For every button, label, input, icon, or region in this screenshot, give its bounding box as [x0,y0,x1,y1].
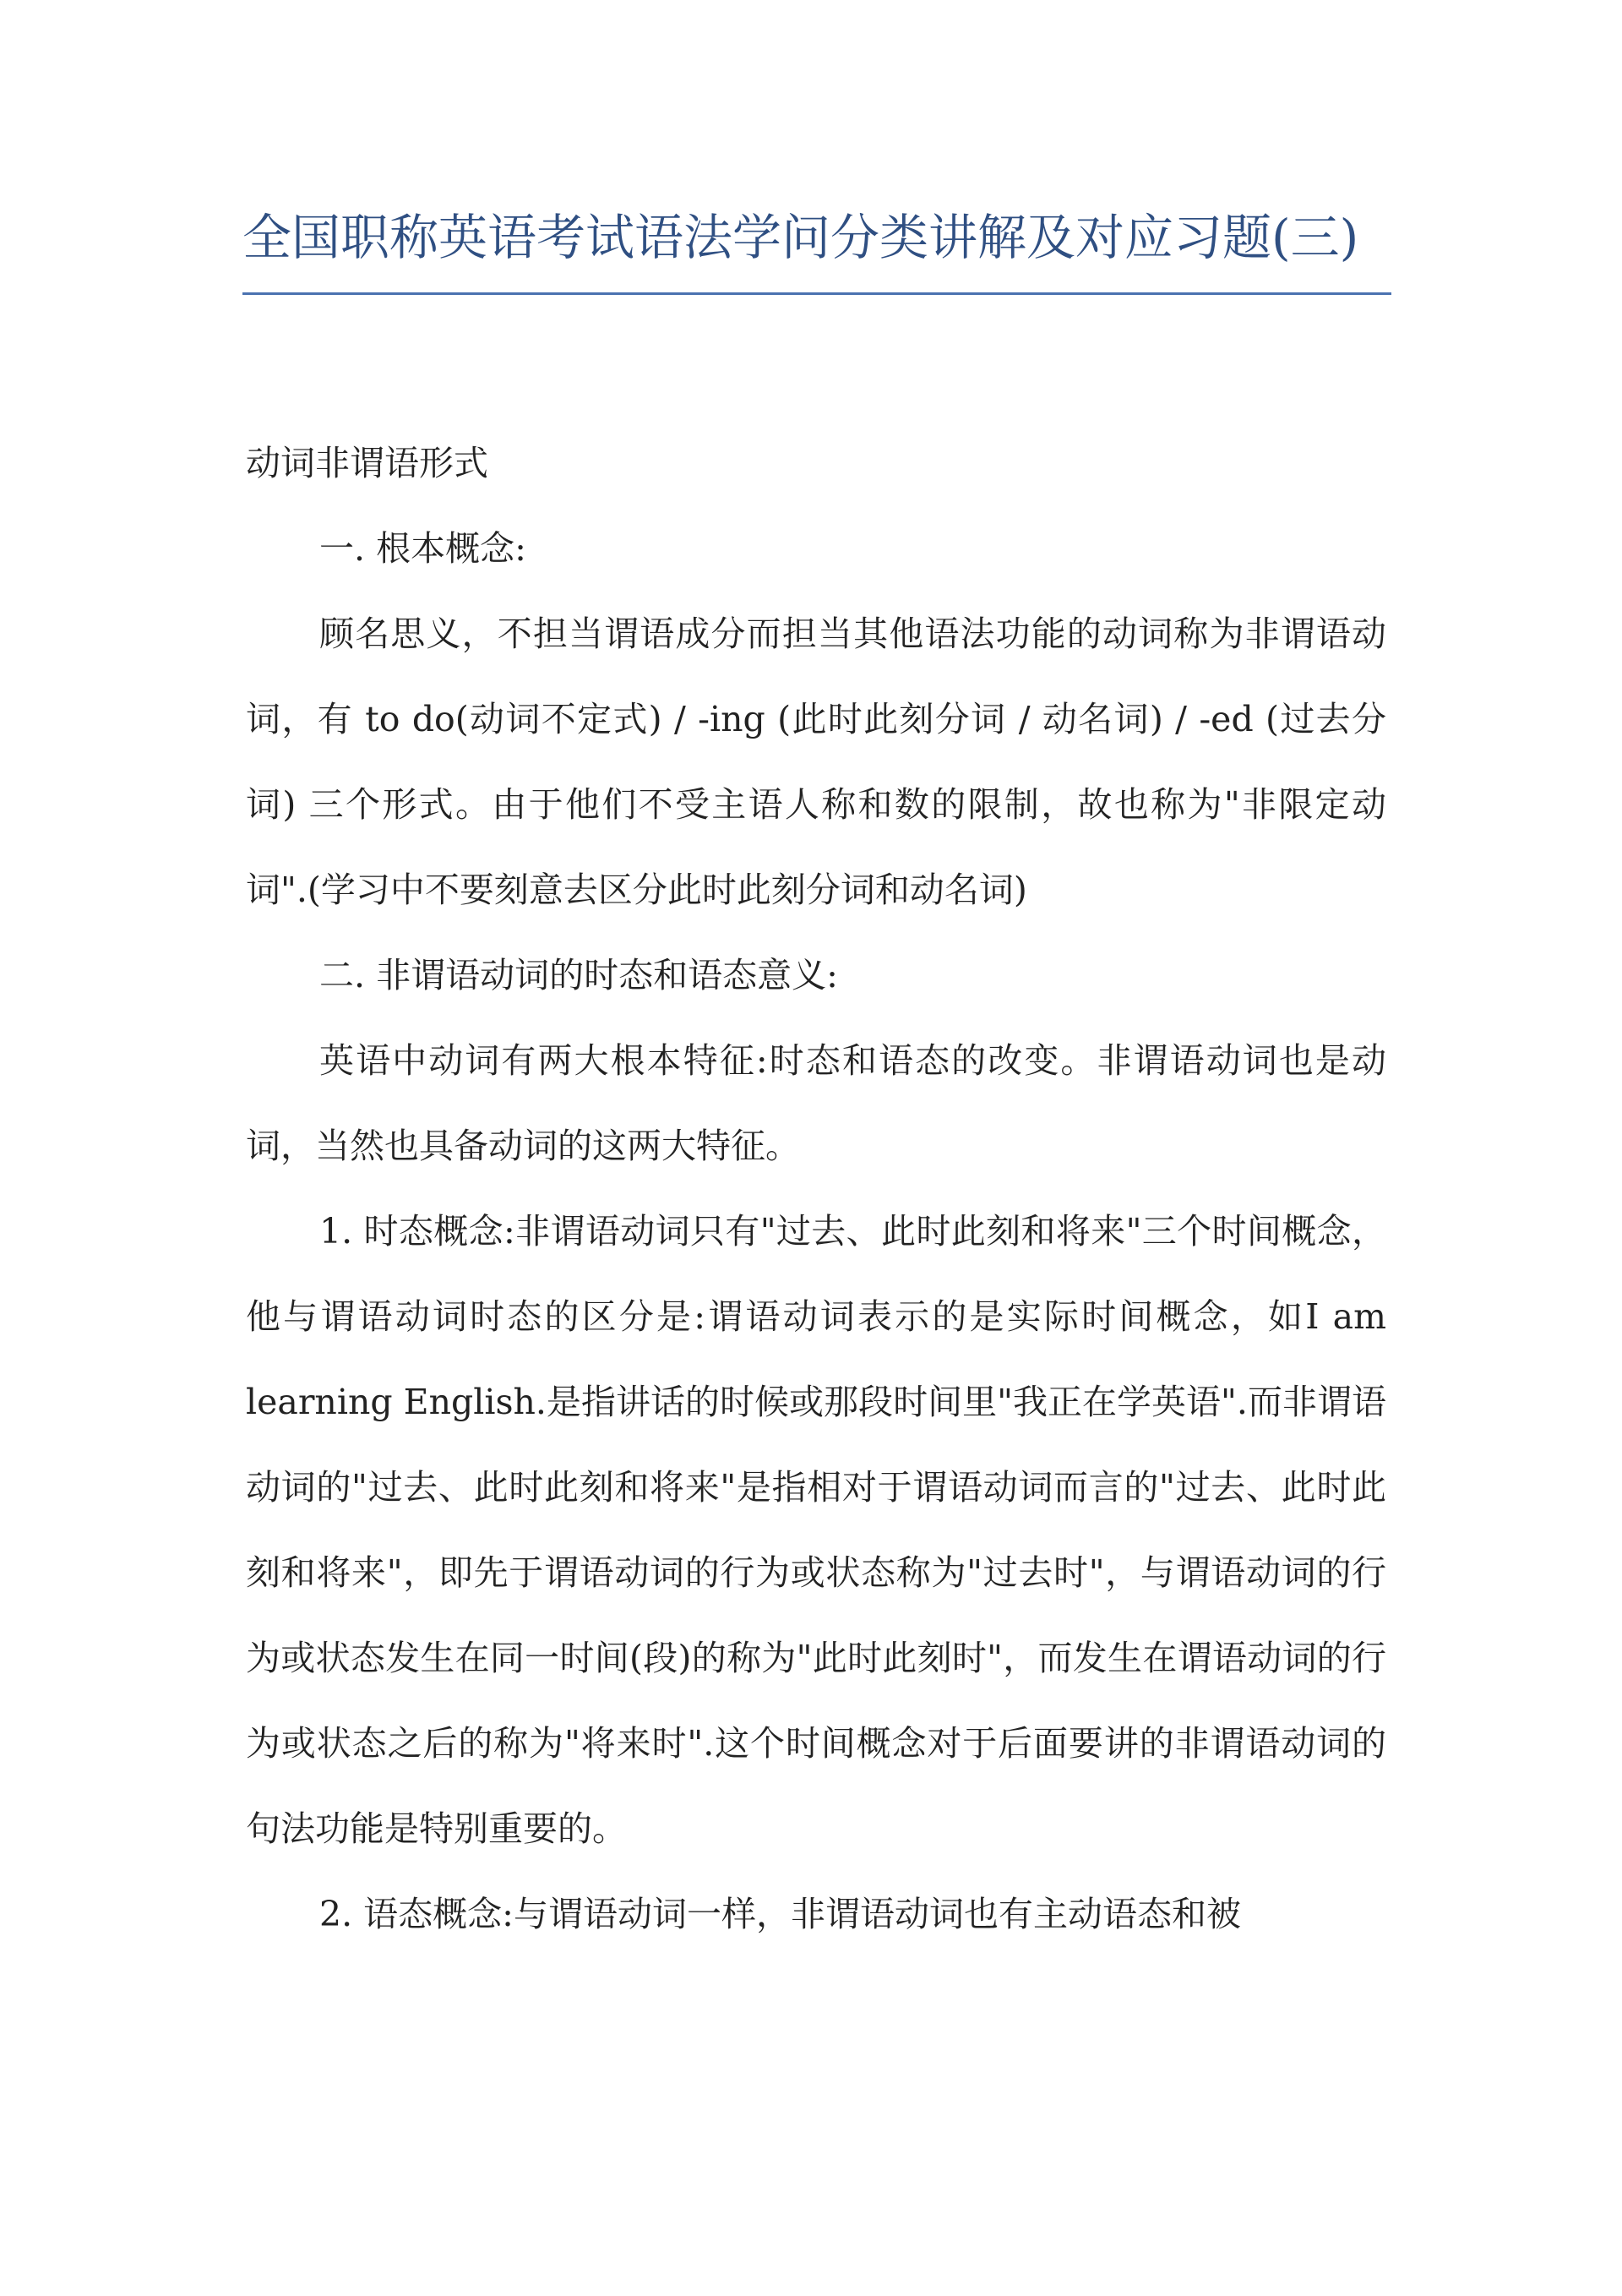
section-heading: 动词非谓语形式 [246,443,488,483]
page-title: 全国职称英语考试语法学问分类讲解及对应习题(三) [242,209,1359,266]
paragraph: 英语中动词有两大根本特征:时态和语态的改变。非谓语动词也是动词，当然也具备动词的这两大特征。 [246,1040,1386,1166]
paragraph: 顾名思义，不担当谓语成分而担当其他语法功能的动词称为非谓语动词，有 to do(动词不定式) / -ing (此时此刻分词 / 动名词) / -ed (过去分词) 三个形式。由于他们不受主语人称和数的限制，故也称为"非限定动词".(学习中不要刻意去区分此时此刻分词和动名词) [246,614,1386,910]
paragraph: 一. 根本概念: [319,528,526,569]
paragraph: 2. 语态概念:与谓语动词一样，非谓语动词也有主动语态和被 [319,1894,1241,1934]
paragraph: 1. 时态概念:非谓语动词只有"过去、此时此刻和将来"三个时间概念，他与谓语动词时态的区分是:谓语动词表示的是实际时间概念，如I am learning English.是指讲话的时候或那段时间里"我正在学英语".而非谓语动词的"过去、此时此刻和将来"是指相对于谓语动词而言的"过去、此时此刻和将来"，即先于谓语动词的行为或状态称为"过去时"，与谓语动词的行为或状态发生在同一时间(段)的称为"此时此刻时"，而发生在谓语动词的行为或状态之后的称为"将来时".这个时间概念对于后面要讲的非谓语动词的句法功能是特别重要的。 [246,1211,1386,1849]
paragraph: 二. 非谓语动词的时态和语态意义: [319,955,838,995]
title-block [242,199,1391,275]
title-underline [242,292,1391,295]
document-body [246,421,1386,1957]
